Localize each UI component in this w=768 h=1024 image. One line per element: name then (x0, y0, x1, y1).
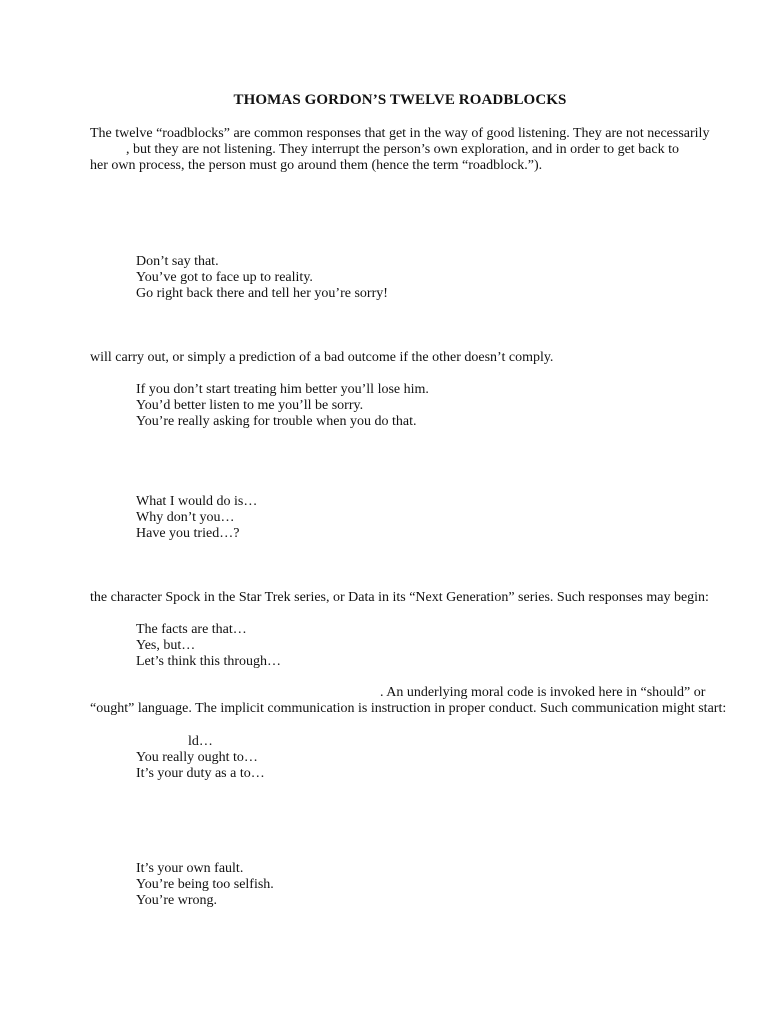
intro-line-2: , but they are not listening. They interrupt the person’s own exploration, and in order to get back to (126, 142, 679, 157)
example-line: What I would do is… (136, 494, 258, 509)
example-line: You’ve got to face up to reality. (136, 270, 313, 285)
section-text-line: will carry out, or simply a prediction of a bad outcome if the other doesn’t comply. (90, 350, 554, 365)
example-line: Yes, but… (136, 638, 196, 653)
example-line: It’s your duty as a to… (136, 766, 265, 781)
example-line: It’s your own fault. (136, 861, 244, 876)
intro-line-1: The twelve “roadblocks” are common responses that get in the way of good listening. They are not necessarily (90, 126, 710, 141)
example-line: You’d better listen to me you’ll be sorry. (136, 398, 364, 413)
example-line: You’re wrong. (136, 893, 218, 908)
example-line: Let’s think this through… (136, 654, 282, 669)
example-line: You really ought to… (136, 750, 258, 765)
example-line: If you don’t start treating him better you’ll lose him. (136, 382, 429, 397)
example-line: You’re really asking for trouble when you do that. (136, 414, 417, 429)
section-text-line: . An underlying moral code is invoked here in “should” or (380, 685, 706, 700)
example-line: The facts are that… (136, 622, 247, 637)
example-line: You’re being too selfish. (136, 877, 274, 892)
intro-line-3: her own process, the person must go around them (hence the term “roadblock.”). (90, 158, 543, 173)
example-line: Go right back there and tell her you’re sorry! (136, 286, 388, 301)
example-line: Have you tried…? (136, 526, 240, 541)
section-text-line: “ought” language. The implicit communication is instruction in proper conduct. Such communication might start: (90, 701, 727, 716)
example-line: Don’t say that. (136, 254, 219, 269)
document-title: THOMAS GORDON’S TWELVE ROADBLOCKS (233, 92, 567, 108)
section-text-line: the character Spock in the Star Trek series, or Data in its “Next Generation” series. Such responses may begin: (90, 590, 709, 605)
example-line: Why don’t you… (136, 510, 235, 525)
example-line: ld… (188, 734, 213, 749)
